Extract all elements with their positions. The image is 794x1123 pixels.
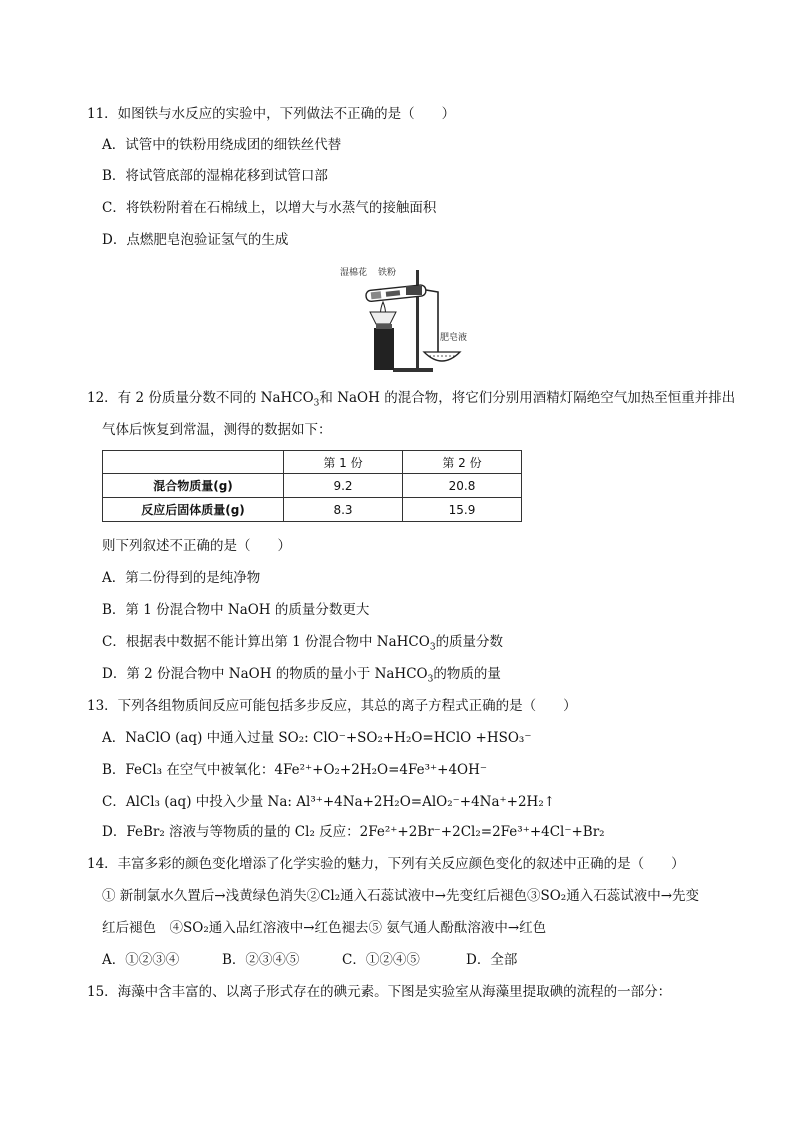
q11-stem: 11．如图铁与水反应的实验中，下列做法不正确的是（ ） (87, 106, 456, 122)
soap-dish (424, 352, 460, 361)
table-row-header: 混合物质量(g) (103, 474, 284, 498)
q12-option-c: C．根据表中数据不能计算出第 1 份混合物中 NaHCO$_3$的质量分数 (102, 634, 504, 653)
q12-stem-line2: 气体后恢复到常温，测得的数据如下： (102, 422, 332, 438)
label-wet-cotton: 湿棉花 (340, 268, 368, 278)
table-cell: 15.9 (403, 498, 522, 522)
q13-stem: 13．下列各组物质间反应可能包括多步反应，其总的离子方程式正确的是（ ） (87, 698, 577, 714)
q13-option-a: A．NaClO (aq) 中通入过量 SO₂: ClO⁻+SO₂+H₂O=HClO +HSO₃⁻ (102, 730, 532, 746)
q14-statements-line2: 红后褪色 ④SO₂通入品红溶液中→红色褪去⑤ 氨气通人酚酞溶液中→红色 (102, 920, 547, 936)
q14-option-a: A．①②③④ (102, 952, 180, 968)
q14-option-d: D．全部 (466, 952, 518, 968)
q11-option-c: C．将铁粉附着在石棉绒上，以增大与水蒸气的接触面积 (102, 200, 437, 216)
label-soap-solution: 肥皂液 (440, 333, 468, 343)
q15-stem: 15．海藻中含丰富的、以离子形式存在的碘元素。下图是实验室从海藻里提取碘的流程的一部分： (87, 984, 672, 1000)
table-cell: 9.2 (284, 474, 403, 498)
q14-stem: 14．丰富多彩的颜色变化增添了化学实验的魅力，下列有关反应颜色变化的叙述中正确的是（ ） (87, 856, 685, 872)
table-row (103, 498, 522, 522)
table-cell: 20.8 (403, 474, 522, 498)
q12-option-d: D．第 2 份混合物中 NaOH 的物质的量小于 NaHCO$_3$的物质的量 (102, 666, 501, 685)
table-row (103, 474, 522, 498)
q11-option-d: D．点燃肥皂泡验证氢气的生成 (102, 232, 289, 248)
q12-stem: 12．有 2 份质量分数不同的 NaHCO$_3$和 NaOH 的混合物，将它们分别用酒精灯隔绝空气加热至恒重并排出 (87, 390, 736, 409)
apparatus-diagram (338, 262, 476, 374)
iron-water-apparatus-figure (338, 262, 476, 374)
lamp-shield (370, 312, 396, 324)
q14-option-b: B．②③④⑤ (222, 952, 300, 968)
table-header-cell: 第 2 份 (403, 451, 522, 474)
table-header-cell (103, 451, 284, 474)
q14-option-c: C．①②④⑤ (342, 952, 420, 968)
q13-option-d: D．FeBr₂ 溶液与等物质的量的 Cl₂ 反应：2Fe²⁺+2Br⁻+2Cl₂=2Fe³⁺+4Cl⁻+Br₂ (102, 824, 605, 840)
q13-option-b: B．FeCl₃ 在空气中被氧化：4Fe²⁺+O₂+2H₂O=4Fe³⁺+4OH⁻ (102, 762, 488, 778)
q12-ask: 则下列叙述不正确的是（ ） (102, 538, 291, 554)
stand-base (393, 368, 433, 372)
q12-data-table (102, 450, 522, 522)
q12-option-a: A．第二份得到的是纯净物 (102, 570, 261, 586)
q12-option-b: B．第 1 份混合物中 NaOH 的质量分数更大 (102, 602, 370, 618)
q11-option-b: B．将试管底部的湿棉花移到试管口部 (102, 168, 328, 184)
label-iron-powder: 铁粉 (378, 268, 397, 278)
q14-statements-line1: ① 新制氯水久置后→浅黄绿色消失②Cl₂通入石蕊试液中→先变红后褪色③SO₂通入石蕊试液中→先变 (102, 888, 700, 904)
delivery-tube (426, 290, 438, 354)
table-cell: 8.3 (284, 498, 403, 522)
clamp (406, 286, 422, 295)
q13-option-c: C．AlCl₃ (aq) 中投入少量 Na: Al³⁺+4Na+2H₂O=AlO₂⁻+4Na⁺+2H₂↑ (102, 794, 556, 810)
alcohol-lamp (374, 328, 394, 370)
table-header-cell: 第 1 份 (284, 451, 403, 474)
q11-option-a: A．试管中的铁粉用绕成团的细铁丝代替 (102, 137, 342, 153)
table-header-row (103, 451, 522, 474)
table-row-header: 反应后固体质量(g) (103, 498, 284, 522)
